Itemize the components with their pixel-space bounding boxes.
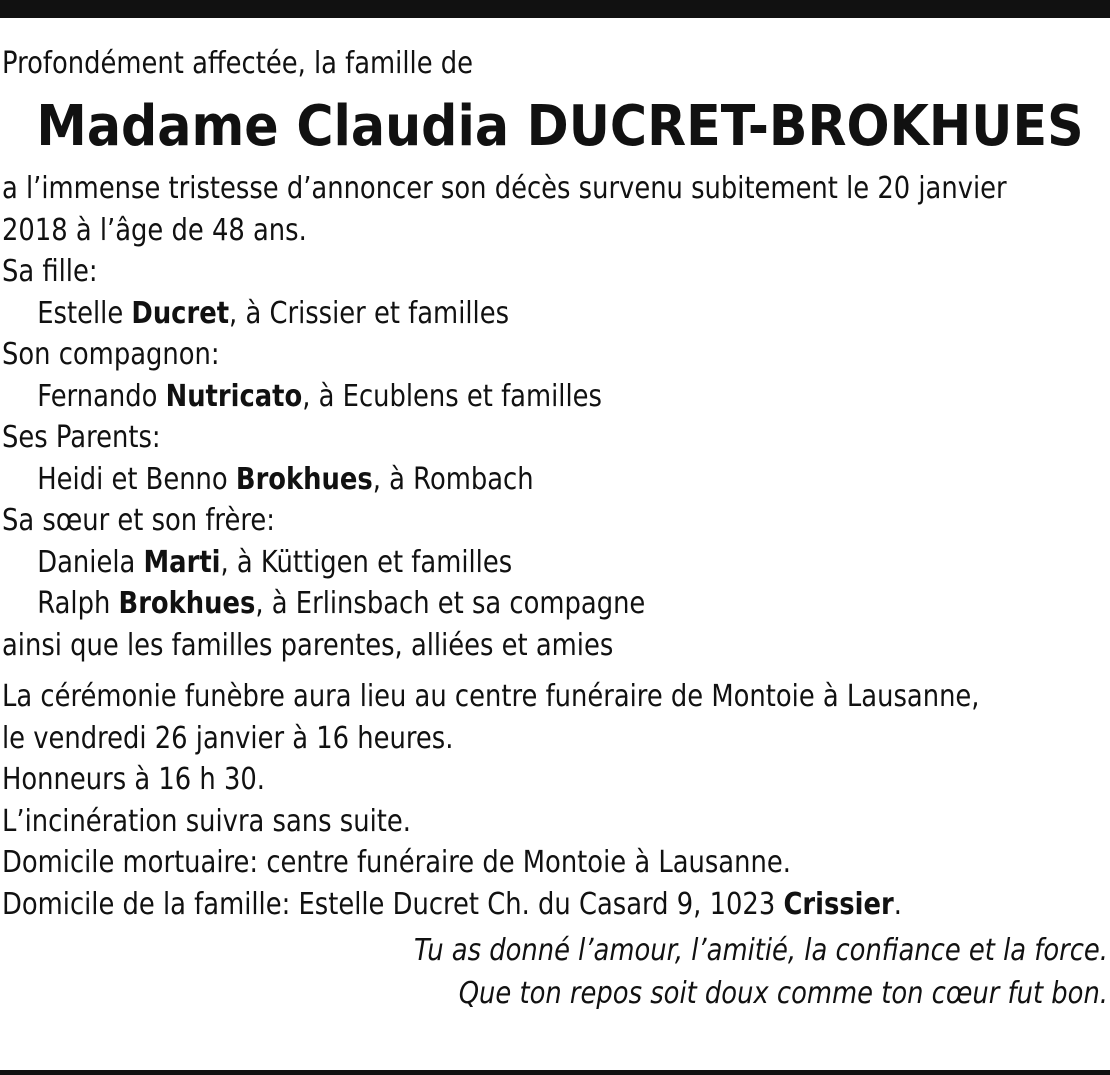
family-home-line — [2, 884, 953, 926]
residence: , à Küttigen et familles — [220, 544, 513, 580]
brother-entry — [2, 583, 953, 625]
companion-heading: Son compagnon: — [2, 337, 220, 372]
daughter-entry — [2, 293, 953, 335]
first-name: Fernando — [37, 378, 166, 414]
residence: , à Erlinsbach et sa compagne — [255, 586, 646, 621]
section-gap — [2, 666, 1108, 676]
ceremony-line-2: le vendredi 26 janvier à 16 heures. — [2, 720, 454, 756]
family-home-town: Crissier — [783, 886, 894, 922]
daughter-heading: Sa fille: — [2, 254, 98, 289]
sister-entry — [2, 542, 953, 584]
quote-line-1: Tu as donné l’amour, l’amitié, la confiance et la force. — [414, 933, 1108, 968]
companion-entry — [2, 376, 953, 418]
surname: Brokhues — [118, 586, 256, 621]
incineration-line: L’incinération suivra sans suite. — [2, 803, 411, 839]
announcement-line-2: 2018 à l’âge de 48 ans. — [2, 212, 307, 248]
parents-entry — [2, 459, 953, 501]
closing-quote — [2, 929, 1108, 1015]
surname: Ducret — [131, 295, 230, 331]
bottom-rule — [0, 1070, 1110, 1075]
first-name: Estelle — [37, 295, 132, 331]
honours-line: Honneurs à 16 h 30. — [2, 762, 265, 797]
surname: Brokhues — [235, 461, 373, 497]
parents-heading: Ses Parents: — [2, 420, 161, 455]
residence: , à Ecublens et familles — [302, 378, 602, 414]
first-name: Heidi et Benno — [37, 461, 236, 497]
siblings-heading: Sa sœur et son frère: — [2, 503, 275, 538]
residence: , à Rombach — [372, 461, 534, 497]
surname: Nutricato — [165, 378, 303, 414]
family-home-suffix: . — [893, 886, 902, 922]
deceased-name: Madame Claudia DUCRET-BROKHUES — [36, 94, 1084, 159]
family-closing: ainsi que les familles parentes, alliées et amies — [2, 627, 614, 663]
intro-line: Profondément affectée, la famille de — [2, 46, 474, 81]
surname: Marti — [143, 544, 221, 580]
obituary-notice — [2, 42, 1108, 1015]
first-name: Daniela — [37, 544, 144, 580]
top-rule — [0, 0, 1110, 18]
family-home-address: Domicile de la famille: Estelle Ducret Ch. du Casard 9, 1023 — [2, 886, 784, 922]
ceremony-line-1: La cérémonie funèbre aura lieu au centre funéraire de Montoie à Lausanne, — [2, 679, 980, 714]
first-name: Ralph — [37, 586, 119, 621]
quote-line-2: Que ton repos soit doux comme ton cœur fut bon. — [458, 976, 1108, 1011]
mortuary-line: Domicile mortuaire: centre funéraire de Montoie à Lausanne. — [2, 845, 791, 880]
residence: , à Crissier et familles — [229, 295, 510, 331]
announcement-line-1: a l’immense tristesse d’annoncer son décès survenu subitement le 20 janvier — [2, 171, 1007, 206]
